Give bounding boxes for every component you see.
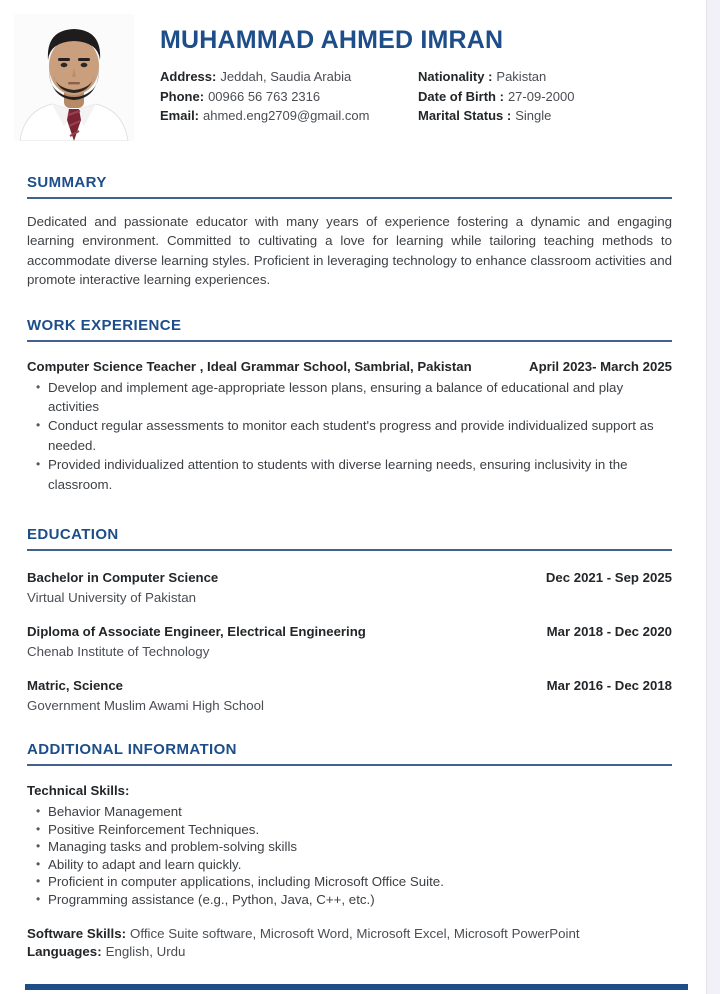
languages-value: English, Urdu [105, 944, 186, 960]
email-value: ahmed.eng2709@gmail.com [203, 108, 370, 123]
software-skills-value: Office Suite software, Microsoft Word, Microsoft Excel, Microsoft PowerPoint [130, 925, 580, 941]
address-label: Address: [160, 69, 217, 84]
job-bullet: • Develop and implement age-appropriate lesson plans, ensuring a balance of educational and play activities [27, 378, 672, 417]
section-additional-information [27, 741, 672, 962]
school-name: Government Muslim Awami High School [27, 698, 264, 714]
contact-nationality [418, 69, 574, 89]
technical-skill: • Behavior Management [27, 803, 672, 821]
candidate-name: MUHAMMAD AHMED IMRAN [160, 26, 504, 54]
technical-skill: • Managing tasks and problem-solving skills [27, 838, 672, 856]
school-name: Virtual University of Pakistan [27, 590, 196, 606]
education-list [27, 569, 672, 715]
education-heading: EDUCATION [27, 526, 119, 544]
section-divider [27, 764, 672, 766]
technical-skill: • Programming assistance (e.g., Python, Java, C++, etc.) [27, 891, 672, 909]
section-summary [27, 174, 672, 290]
section-divider [27, 340, 672, 342]
phone-label: Phone: [160, 88, 205, 104]
technical-skills-label: Technical Skills: [27, 783, 130, 799]
languages-line [27, 943, 672, 962]
job-dates: April 2023- March 2025 [529, 358, 672, 374]
languages-label: Languages: [27, 944, 102, 960]
contact-info [160, 69, 574, 128]
contact-address [160, 69, 418, 89]
job-bullet: • Provided individualized attention to students with diverse learning needs, ensuring inclusivity in the classroom. [27, 455, 672, 494]
technical-skill: • Proficient in computer applications, including Microsoft Office Suite. [27, 873, 672, 891]
job-bullet: • Conduct regular assessments to monitor each student's progress and provide individualized support as needed. [27, 416, 672, 455]
section-education [27, 526, 672, 715]
education-item [27, 623, 672, 661]
education-item [27, 569, 672, 607]
technical-skill: • Ability to adapt and learn quickly. [27, 856, 672, 874]
address-value: Jeddah, Saudia Arabia [220, 69, 352, 84]
section-divider [27, 197, 672, 199]
portrait-illustration [14, 14, 134, 141]
section-work-experience [27, 317, 672, 494]
phone-value: 00966 56 763 2316 [208, 88, 321, 104]
software-skills-line [27, 925, 672, 944]
viewer-right-margin [706, 0, 720, 994]
nationality-value: Pakistan [496, 69, 547, 84]
dob-value: 27-09-2000 [507, 88, 575, 104]
marital-status-label: Marital Status : [418, 108, 512, 123]
work-experience-heading: WORK EXPERIENCE [27, 316, 182, 334]
software-and-languages [27, 925, 672, 962]
additional-information-heading: ADDITIONAL INFORMATION [27, 741, 237, 759]
summary-text: Dedicated and passionate educator with many years of experience fostering a dynamic and engaging learning environment. Committed to cultivating a love for learning while tailoring teaching methods to accommodate diverse learning styles. Proficient in leveraging technology to enhance classroom activities and promote interactive learning experiences. [27, 214, 672, 288]
degree-dates: Mar 2018 - Dec 2020 [546, 624, 672, 640]
degree-title: Diploma of Associate Engineer, Electrical Engineering [27, 624, 366, 640]
dob-label: Date of Birth : [418, 88, 504, 104]
education-item [27, 677, 672, 715]
school-name: Chenab Institute of Technology [27, 644, 210, 660]
software-skills-label: Software Skills: [27, 925, 127, 941]
contact-phone [160, 89, 418, 109]
marital-status-value: Single [515, 108, 552, 123]
technical-skills-list [27, 803, 672, 909]
degree-title: Matric, Science [27, 678, 124, 694]
degree-title: Bachelor in Computer Science [27, 570, 219, 586]
contact-dob [418, 89, 574, 109]
contact-email [160, 108, 418, 128]
degree-dates: Dec 2021 - Sep 2025 [545, 570, 672, 586]
section-divider [27, 549, 672, 551]
job-header [27, 358, 672, 375]
degree-dates: Mar 2016 - Dec 2018 [546, 678, 672, 694]
email-label: Email: [160, 108, 200, 123]
summary-heading: SUMMARY [27, 174, 107, 191]
contact-marital-status [418, 108, 574, 128]
job-bullet-list [27, 378, 672, 494]
technical-skill: • Positive Reinforcement Techniques. [27, 821, 672, 839]
resume-body [27, 174, 672, 962]
job-role: Computer Science Teacher , Ideal Grammar School, Sambrial, Pakistan [27, 358, 472, 374]
profile-photo [14, 14, 134, 141]
nationality-label: Nationality : [418, 69, 493, 84]
footer-accent-bar [25, 984, 688, 990]
